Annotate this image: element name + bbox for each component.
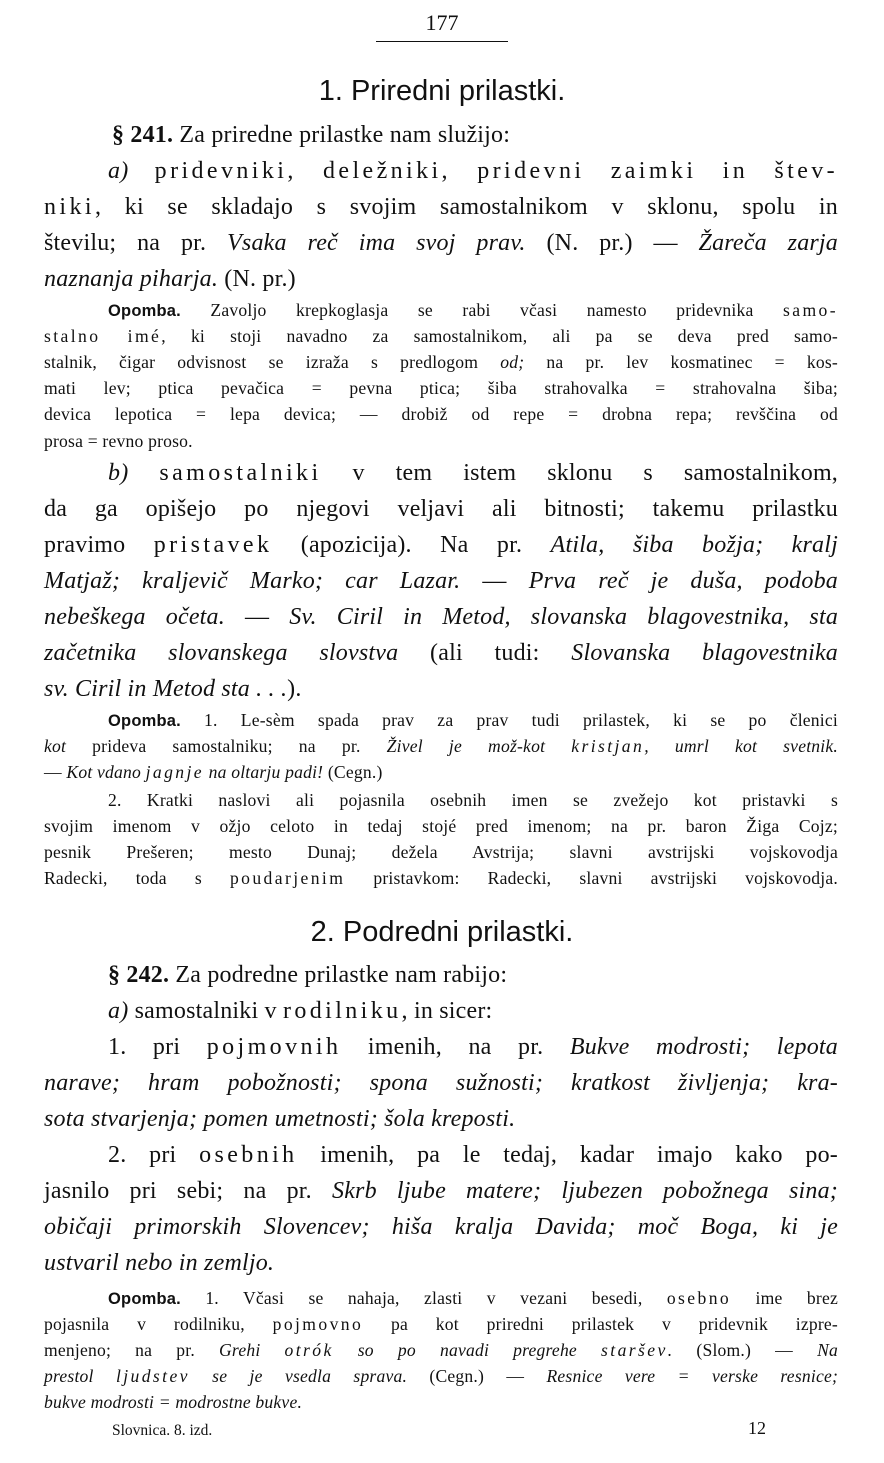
text-line: nebeškega očeta. — Sv. Ciril in Metod, slovanska blagovestnika, sta <box>44 604 839 630</box>
page-number: 177 <box>425 10 459 35</box>
text-line: prestol ljudstev se je vsedla sprava. (Cegn.) — Resnice vere = verske resnice; <box>44 1366 839 1386</box>
paragraph-241-intro: § 241. Za priredne prilastke nam služijo: <box>112 122 511 148</box>
paragraph-242-a-2: 2. pri osebnih imenih, pa le tedaj, kadar imajo kako po- <box>108 1142 838 1168</box>
text-line: naznanja piharja. (N. pr.) <box>44 266 296 292</box>
text-line: niki, ki se skladajo s svojim samostalnikom v sklonu, spolu in <box>44 194 838 220</box>
text-line: stalnik, čigar odvisnost se izraža s predlogom od; na pr. lev kosmatinec = kos- <box>44 352 838 372</box>
paragraph-242-a: a) samostalniki v rodilniku, in sicer: <box>108 998 493 1024</box>
footer-book-title: Slovnica. 8. izd. <box>112 1422 213 1439</box>
text-line: menjeno; na pr. Grehi otrók so po navadi pregrehe staršev. (Slom.) — Na <box>44 1340 838 1360</box>
text-line: mati lev; ptica pevačica = pevna ptica; šiba strahovalka = strahovalna šiba; <box>44 378 838 398</box>
text-line: kot prideva samostalniku; na pr. Živel je mož-kot kristjan, umrl kot svetnik. <box>44 736 838 756</box>
text-line: sv. Ciril in Metod sta . . .). <box>44 676 302 702</box>
section-heading-priredni: 1. Priredni prilastki. <box>318 75 566 107</box>
text-line: narave; hram pobožnosti; spona sužnosti; kratkost življenja; kra- <box>44 1070 838 1096</box>
opomba-242: Opomba. 1. Včasi se nahaja, zlasti v vezani besedi, osebno ime brez <box>108 1288 838 1308</box>
paragraph-242-intro: § 242. Za podredne prilastke nam rabijo: <box>108 962 508 988</box>
text-line: pesnik Prešeren; mesto Dunaj; dežela Avstrija; slavni avstrijski vojskovodja <box>44 842 838 862</box>
paragraph-241-b: b) samostalniki v tem istem sklonu s samostalnikom, <box>108 460 839 486</box>
text-line: začetnika slovanskega slovstva (ali tudi: Slovanska blagovestnika <box>44 640 838 666</box>
text-line: 2. Kratki naslovi ali pojasnila osebnih imen se zvežejo kot pristavki s <box>108 790 838 810</box>
header-rule <box>376 41 508 42</box>
footer-signature-number: 12 <box>748 1418 766 1438</box>
text-line: Radecki, toda s poudarjenim pristavkom: Radecki, slavni avstrijski vojskovodja. <box>44 868 838 888</box>
text-line: pravimo pristavek (apozicija). Na pr. Atila, šiba božja; kralj <box>44 532 838 558</box>
text-line: svojim imenom v ožjo celoto in tedaj stojé pred imenom; na pr. baron Žiga Cojz; <box>44 816 838 836</box>
paragraph-241-a: a) pridevniki, deležniki, pridevni zaimki in štev- <box>108 158 839 184</box>
text-line: številu; na pr. Vsaka reč ima svoj prav. (N. pr.) — Žareča zarja <box>44 230 839 256</box>
text-line: devica lepotica = lepa devica; — drobiž od repe = drobna repa; revščina od <box>44 404 838 424</box>
text-line: sota stvarjenja; pomen umetnosti; šola kreposti. <box>44 1106 516 1132</box>
text-line: prosa = revno proso. <box>44 431 193 451</box>
text-line: jasnilo pri sebi; na pr. Skrb ljube matere; ljubezen pobožnega sina; <box>44 1178 838 1204</box>
text-line: bukve modrosti = modrostne bukve. <box>44 1392 303 1412</box>
text-line: stalno imé, ki stoji navadno za samostalnikom, ali pa se deva pred samo- <box>44 326 838 346</box>
opomba-241-b: Opomba. 1. Le-sèm spada prav za prav tudi prilastek, ki se po členici <box>108 710 838 730</box>
paragraph-242-a-1: 1. pri pojmovnih imenih, na pr. Bukve modrosti; lepota <box>108 1034 838 1060</box>
text-line: — Kot vdano jagnje na oltarju padi! (Cegn.) <box>44 762 383 782</box>
opomba-241-a: Opomba. Zavoljo krepkoglasja se rabi včasi namesto pridevnika samo- <box>108 300 838 320</box>
text-line: ustvaril nebo in zemljo. <box>44 1250 275 1276</box>
text-line: Matjaž; kraljevič Marko; car Lazar. — Prva reč je duša, podoba <box>44 568 838 594</box>
section-heading-podredni: 2. Podredni prilastki. <box>310 916 574 948</box>
text-line: običaji primorskih Slovencev; hiša kralja Davida; moč Boga, ki je <box>44 1214 838 1240</box>
text-line: pojasnila v rodilniku, pojmovno pa kot priredni prilastek v pridevnik izpre- <box>44 1314 838 1334</box>
text-line: da ga opišejo po njegovi veljavi ali bitnosti; takemu prilastku <box>44 496 838 522</box>
